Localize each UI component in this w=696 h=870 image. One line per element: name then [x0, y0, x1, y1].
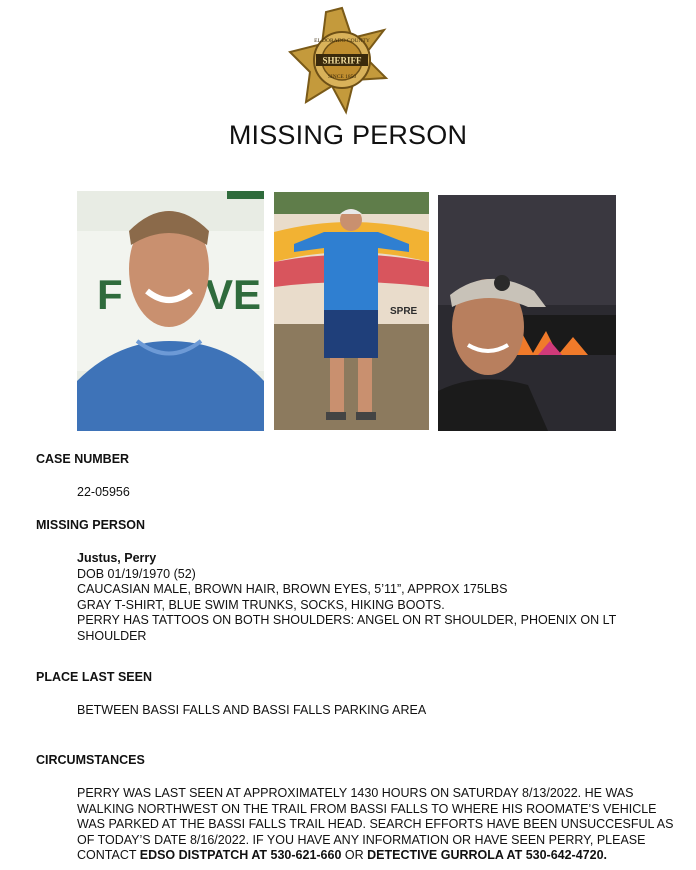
circumstances-line: OF TODAY’S DATE 8/16/2022. IF YOU HAVE ANY INFORMATION OR HAVE SEEN PERRY, PLEASE — [77, 832, 646, 847]
person-clothing: GRAY T-SHIRT, BLUE SWIM TRUNKS, SOCKS, HIKING BOOTS. — [77, 597, 445, 612]
dispatch-contact: EDSO DISTPATCH AT 530-621-660 — [139, 848, 342, 862]
place-last-seen-value: BETWEEN BASSI FALLS AND BASSI FALLS PARKING AREA — [77, 703, 427, 717]
person-name: Justus, Perry — [77, 551, 157, 565]
person-tattoos-cont: SHOULDER — [77, 628, 147, 643]
circumstances-line: PERRY WAS LAST SEEN AT APPROXIMATELY 1430 HOURS ON SATURDAY 8/13/2022. HE WAS — [77, 786, 634, 800]
page-title: MISSING PERSON — [228, 120, 468, 150]
circumstances-line: WAS PARKED AT THE BASSI FALLS TRAIL HEAD. SEARCH EFFORTS HAVE BEEN UNSUCCESFUL AS — [77, 817, 674, 831]
person-description: CAUCASIAN MALE, BROWN HAIR, BROWN EYES, 5’11”, APPROX 175LBS — [77, 582, 508, 596]
photo-selfie-cap — [438, 195, 616, 431]
detective-contact: DETECTIVE GURROLA AT 530-642-4720. — [367, 848, 608, 862]
person-tattoos: PERRY HAS TATTOOS ON BOTH SHOULDERS: ANGEL ON RT SHOULDER, PHOENIX ON LT — [77, 613, 617, 627]
contact-mid: OR — [341, 848, 368, 862]
circumstances-line: WALKING NORTHWEST ON THE TRAIL FROM BASSI FALLS TO WHERE HIS ROOMATE’S VEHICLE — [77, 801, 657, 816]
svg-text:VE: VE — [205, 271, 262, 318]
photo-face-closeup — [77, 191, 264, 431]
contact-prefix: CONTACT — [77, 848, 140, 862]
svg-text:SPRE: SPRE — [390, 306, 418, 317]
badge-top-text: EL DORADO COUNTY — [314, 38, 370, 44]
place-last-seen-heading: PLACE LAST SEEN — [36, 670, 152, 684]
missing-person-heading: MISSING PERSON — [36, 518, 146, 532]
case-number-value: 22-05956 — [77, 485, 130, 499]
circumstances-text — [77, 786, 689, 864]
badge-center-text: SHERIFF — [322, 55, 362, 66]
sheriff-badge-logo — [286, 6, 398, 118]
circumstances-contact-line — [77, 848, 689, 864]
photo-full-body — [274, 192, 429, 430]
case-number-heading: CASE NUMBER — [36, 452, 130, 466]
star-badge-icon — [286, 6, 398, 118]
missing-person-details — [77, 551, 616, 644]
svg-text:F: F — [97, 271, 123, 318]
circumstances-heading: CIRCUMSTANCES — [36, 753, 145, 767]
badge-bottom-text: SINCE 1850 — [327, 74, 357, 80]
person-dob: DOB 01/19/1970 (52) — [77, 566, 196, 581]
